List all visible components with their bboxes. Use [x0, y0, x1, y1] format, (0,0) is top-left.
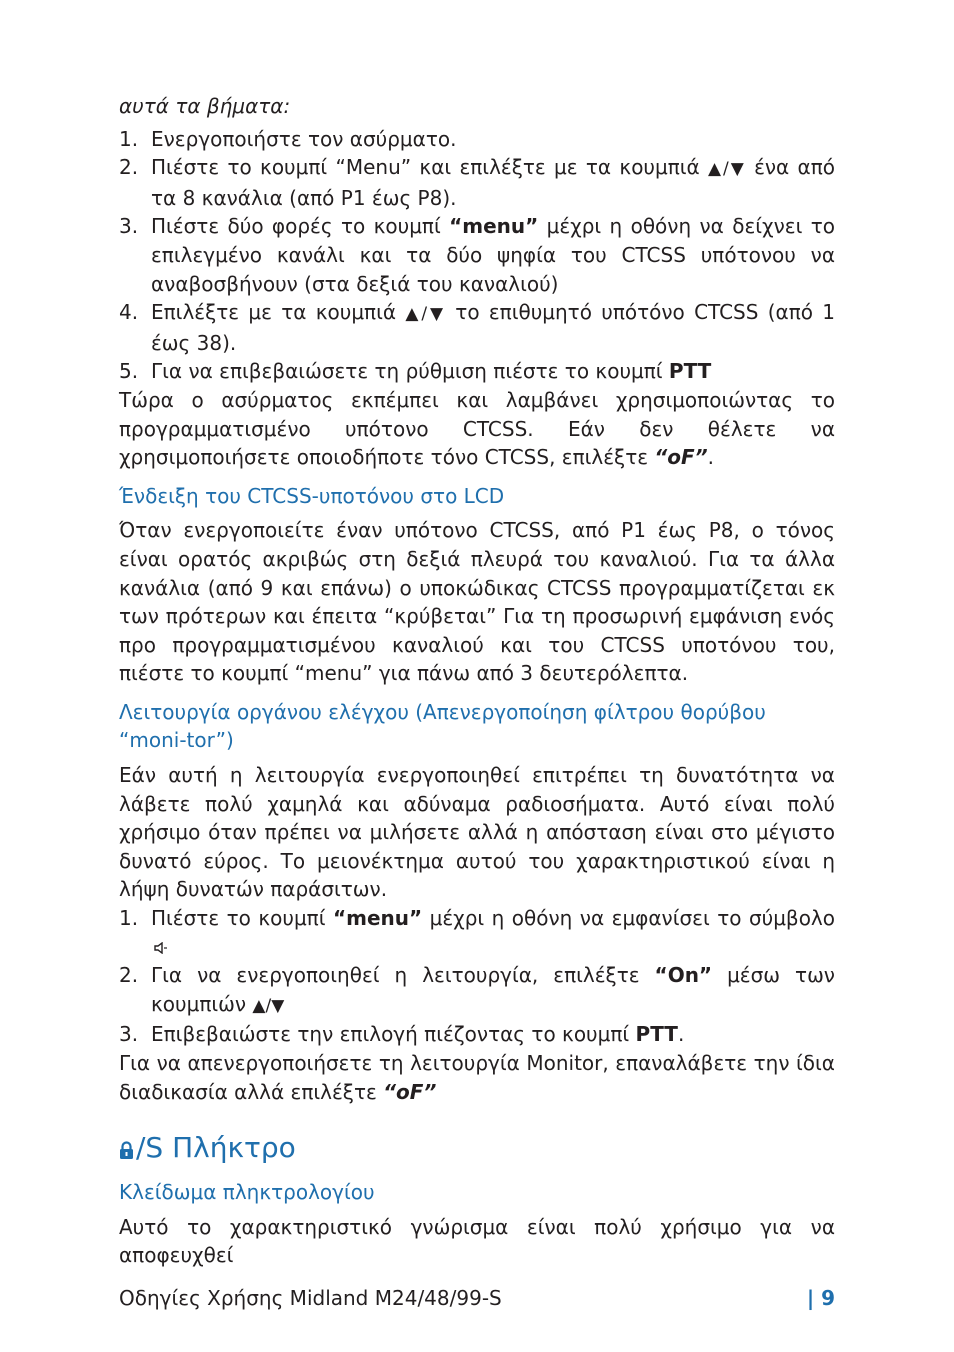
monitor-steps-list: [119, 904, 835, 1049]
paragraph-text: Τώρα ο ασύρματος εκπέμπει και λαμβάνει χρησιμοποιώντας το προγραμματισμένο υπότονο CTCSS. Εάν δεν θέλετε να χρησιμοποιήσετε οποιοδήποτε τόνο CTCSS, επιλέξτε: [119, 387, 835, 470]
item-text: Ενεργοποιήστε τον ασύρματο.: [151, 126, 457, 151]
lcd-paragraph: Όταν ενεργοποιείτε έναν υπότονο CTCSS, από P1 έως P8, ο τόνος είναι ορατός ακριβώς στη δεξιά πλευρά του καναλιού. Για τα άλλα κανάλια (από 9 και επάνω) ο υποκώδικας CTCSS προγραμματίζεται εκ των πρότερων και έπειτα “κρύβεται” Για τη προσωρινή εμφάνιση ενός προ προγραμματισμένου καναλιού και του CTCSS υποτόνου του, πιέστε το κουμπί “menu” για πάνω από 3 δευτερόλεπτα.: [119, 518, 835, 686]
item-bold-text: PTT: [668, 359, 712, 384]
ctcss-steps-list: [119, 125, 835, 386]
list-item: [119, 298, 835, 357]
page-content: [119, 92, 835, 1270]
speaker-icon: [153, 942, 167, 954]
monitor-off-paragraph: [119, 1049, 835, 1106]
lock-icon: [119, 1141, 134, 1159]
item-text: Επιλέξτε με τα κουμπιά: [151, 300, 406, 325]
up-down-arrows-icon: ▲/▼: [252, 995, 285, 1016]
list-item: [119, 904, 835, 961]
item-bold-text: “menu”: [449, 214, 539, 239]
item-bold-text: PTT: [635, 1022, 678, 1047]
footer-title: Οδηγίες Χρήσης Midland M24/48/99-S: [119, 1286, 502, 1310]
item-text: Πιέστε δύο φορές το κουμπί: [151, 214, 450, 239]
page-number: | 9: [806, 1286, 835, 1310]
of-value: “oF”: [383, 1079, 437, 1104]
item-number: 2.: [119, 963, 139, 988]
item-text: μέχρι η οθόνη να εμφανίσει το σύμβολο: [422, 906, 835, 931]
item-text: Για να ενεργοποιηθεί η λειτουργία, επιλέξτε: [151, 963, 655, 988]
item-text: μέσω των κουμπιών: [151, 963, 835, 1016]
list-item: [119, 1020, 835, 1049]
key-section-title-text: /S Πλήκτρο: [136, 1131, 296, 1165]
of-value: “oF”: [654, 445, 708, 470]
up-down-arrows-icon: ▲/▼: [405, 304, 446, 325]
section-heading-keylock: Κλείδωμα πληκτρολογίου: [119, 1180, 375, 1205]
item-text: Επιβεβαιώστε την επιλογή πιέζοντας το κουμπί: [151, 1022, 636, 1047]
monitor-paragraph: Εάν αυτή η λειτουργία ενεργοποιηθεί επιτρέπει τη δυνατότητα να λάβετε πολύ χαμηλά και αδύναμα ραδιοσήματα. Αυτό είναι πολύ χρήσιμο όταν πρέπει να μιλήσετε αλλά η απόσταση είναι στο μέγιστο δυνατό εύρος. Το μειονέκτημα αυτού του χαρακτηριστικού είναι η λήψη δυνατών παράσιτων.: [119, 763, 835, 902]
item-text: Για να επιβεβαιώσετε τη ρύθμιση πιέστε το κουμπί: [151, 359, 669, 384]
item-text: Πιέστε το κουμπί “Menu” και επιλέξτε με τα κουμπιά: [151, 155, 709, 180]
item-number: 1.: [119, 126, 139, 151]
list-item: [119, 212, 835, 298]
item-text: Πιέστε το κουμπί: [151, 906, 333, 931]
item-number: 3.: [119, 214, 139, 239]
section-heading-lcd: Ένδειξη του CTCSS-υποτόνου στο LCD: [119, 483, 505, 508]
item-number: 2.: [119, 155, 139, 180]
list-item: [119, 125, 835, 154]
up-down-arrows-icon: ▲/▼: [708, 159, 746, 180]
list-item: [119, 961, 835, 1020]
list-item: [119, 357, 835, 386]
paragraph-text: .: [707, 445, 714, 470]
page-footer: [119, 1284, 835, 1312]
key-section-title: [119, 1130, 835, 1166]
item-bold-text: “menu”: [332, 906, 423, 931]
paragraph-text: Για να απενεργοποιήσετε τη λειτουργία Monitor, επαναλάβετε την ίδια διαδικασία αλλά επιλέξτε: [119, 1051, 835, 1104]
item-text: ένα από τα 8 κανάλια (από P1 έως P8).: [151, 155, 836, 210]
item-text: το επιθυμητό υπότόνο CTCSS (από 1 έως 38).: [151, 300, 835, 355]
item-number: 3.: [119, 1022, 139, 1047]
item-text: μέχρι η οθόνη να δείχνει το επιλεγμένο κανάλι και τα δύο ψηφία του CTCSS υπότονου να αναβοσβήνουν (στα δεξιά του καναλιού): [151, 214, 835, 296]
intro-text: αυτά τα βήματα:: [119, 94, 291, 118]
item-bold-text: “On”: [654, 963, 713, 988]
ctcss-paragraph: [119, 386, 835, 472]
item-number: 1.: [119, 906, 139, 931]
item-text: .: [677, 1022, 685, 1047]
list-item: [119, 153, 835, 212]
section-heading-monitor: Λειτουργία οργάνου ελέγχου (Απενεργοποίηση φίλτρου θορύβου “moni-tor”): [119, 699, 766, 753]
item-number: 5.: [119, 359, 139, 384]
item-number: 4.: [119, 300, 139, 325]
keylock-paragraph: Αυτό το χαρακτηριστικό γνώρισμα είναι πολύ χρήσιμο για να αποφευχθεί: [119, 1214, 835, 1268]
